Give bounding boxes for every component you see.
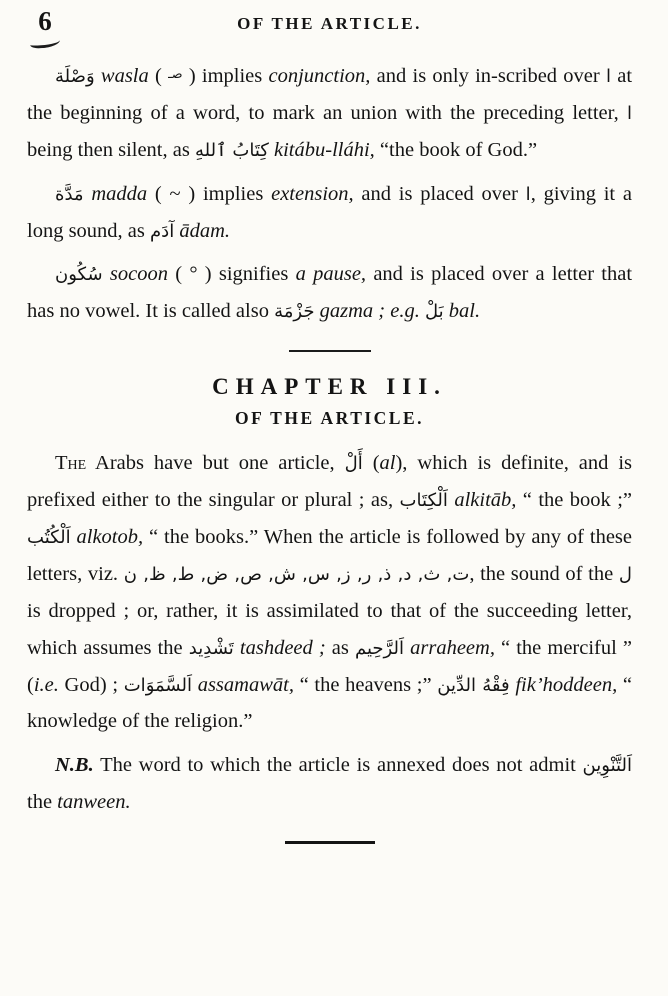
page-number-flourish — [30, 36, 61, 49]
page-header — [27, 6, 632, 58]
section-divider-rule — [289, 350, 371, 352]
footer-rule — [285, 841, 375, 844]
paragraph-nota-bene: N.B. The word to which the article is annexed does not admit اَلتَّنْوِين the tanween. — [27, 754, 632, 814]
running-head: OF THE ARTICLE. — [237, 14, 422, 33]
section-heading: OF THE ARTICLE. — [234, 408, 425, 429]
chapter-heading: CHAPTER III. — [212, 374, 447, 400]
paragraph-madda: مَدَّة madda ( ~ ) implies extension, and is placed over ا, giving it a long sound, as آدَم ādam. — [27, 182, 632, 242]
page-number: 6 — [38, 6, 52, 36]
paragraph-wasla: وَصْلَة wasla ( صـ ) implies conjunction, and is only in-scribed over ا at the beginning of a word, to mark an union with the preceding letter, ا being then silent, as كِتَابُ ٱللهِ kitábu-lláhi, “the book of God.” — [27, 65, 633, 161]
paragraph-socoon: سُكُون socoon ( ° ) signifies a pause, and is placed over a letter that has no vowel. It is called also جَزْمَة gazma ; e.g. بَلْ bal. — [27, 263, 633, 323]
paragraph-article: The Arabs have but one article, أَلْ (al), which is definite, and is prefixed either to the singular or plural ; as, اَلْكِتَاب alkitāb, “ the book ;” اَلْكُتُب alkotob, “ the books.” When the article is followed by any of these letters, viz. ت, ث, د, ذ, ر, ز, س, ش, ص, ض, ط, ظ, ن, the sound of the ل is dropped ; or, rather, it is assimilated to that of the succeeding letter, which assumes the تَشْدِيد tashdeed ; as اَلرَّحِيم arraheem, “ the merciful ” (i.e. God) ; اَلسَّمَوَات assamawāt, “ the heavens ;” فِقْهُ الدِّين fik’hoddeen, “ knowledge of the religion.” — [27, 452, 633, 733]
